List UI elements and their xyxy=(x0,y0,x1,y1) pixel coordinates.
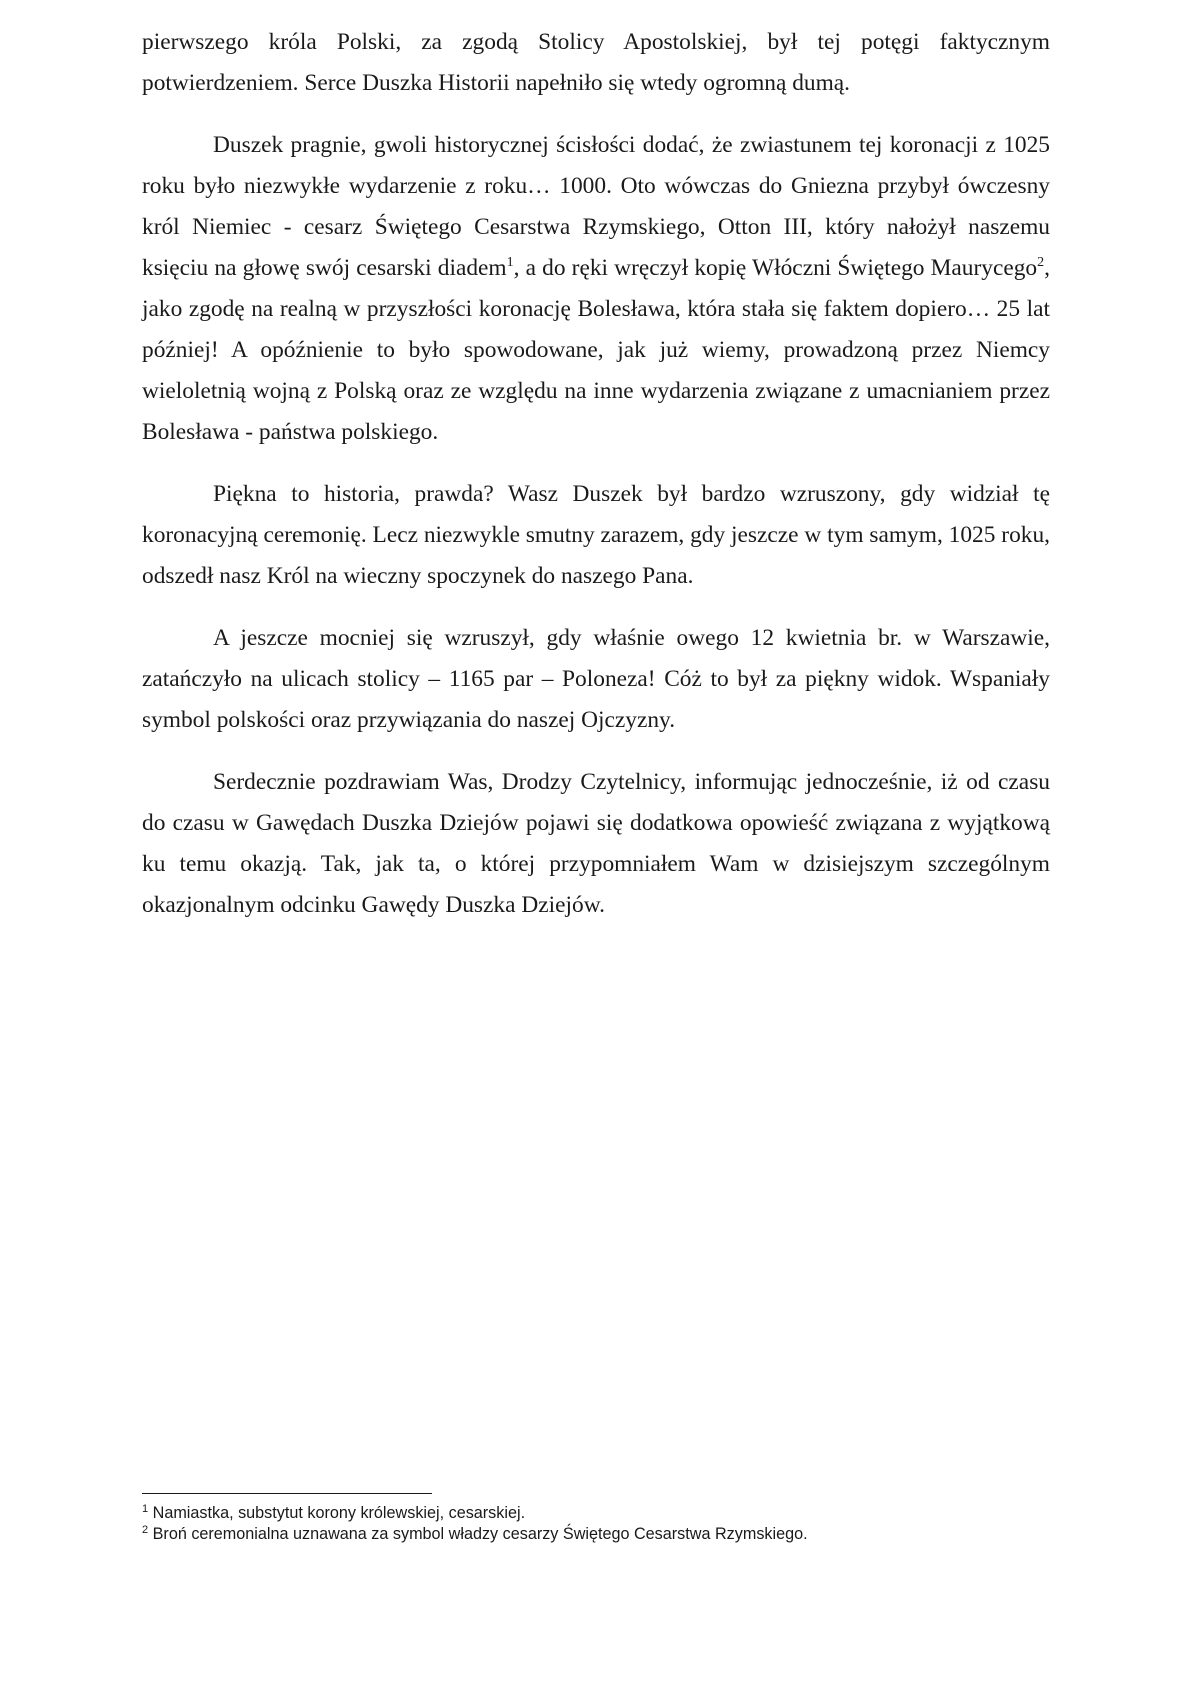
footnote-text: Namiastka, substytut korony królewskiej, cesarskiej. xyxy=(152,1504,526,1522)
paragraph xyxy=(142,618,1050,741)
paragraph xyxy=(142,22,1050,104)
paragraph-text: Duszek pragnie, gwoli historycznej ścisłości dodać, że zwiastunem tej koronacji z 1025 roku było niezwykłe wydarzenie z roku… 1000. Oto wówczas do Gniezna przybył ówczesny król Niemiec - cesarz Świętego Cesarstwa Rzymskiego, Otton III, który nałożył naszemu księciu na głowę swój cesarski diadem xyxy=(142,132,1050,281)
paragraph-text: Serdecznie pozdrawiam Was, Drodzy Czytelnicy, informując jednocześnie, iż od czasu do czasu w Gawędach Duszka Dziejów pojawi się dodatkowa opowieść związana z wyjątkową ku temu okazją. Tak, jak ta, o której przypomniałem Wam w dzisiejszym szczególnym okazjonalnym odcinku Gawędy Duszka Dziejów. xyxy=(142,769,1050,918)
paragraph xyxy=(142,474,1050,597)
paragraph-text: A jeszcze mocniej się wzruszył, gdy właśnie owego 12 kwietnia br. w Warszawie, zatańczyło na ulicach stolicy – 1165 par – Poloneza! Cóż to był za piękny widok. Wspaniały symbol polskości oraz przywiązania do naszej Ojczyzny. xyxy=(142,625,1050,733)
main-text xyxy=(142,22,1050,947)
footnote-text: Broń ceremonialna uznawana za symbol władzy cesarzy Świętego Cesarstwa Rzymskiego. xyxy=(152,1525,808,1543)
paragraph-text: pierwszego króla Polski, za zgodą Stolicy Apostolskiej, był tej potęgi faktycznym potwierdzeniem. Serce Duszka Historii napełniło się wtedy ogromną dumą. xyxy=(142,29,1050,96)
paragraph-text: Piękna to historia, prawda? Wasz Duszek był bardzo wzruszony, gdy widział tę koronacyjną ceremonię. Lecz niezwykle smutny zarazem, gdy jeszcze w tym samym, 1025 roku, odszedł nasz Król na wieczny spoczynek do naszego Pana. xyxy=(142,481,1050,589)
footnote-reference: 2 xyxy=(1037,255,1045,270)
footnotes xyxy=(142,1503,1050,1545)
paragraph xyxy=(142,125,1050,453)
paragraph-text: , a do ręki wręczył kopię Włóczni Świętego Maurycego xyxy=(513,255,1038,281)
footnote-number: 2 xyxy=(142,1524,149,1536)
footnote xyxy=(142,1503,1050,1524)
footnote xyxy=(142,1524,1050,1545)
paragraph-text: , jako zgodę na realną w przyszłości koronację Bolesława, która stała się faktem dopiero… 25 lat później! A opóźnienie to było spowodowane, jak już wiemy, prowadzoną przez Niemcy wieloletnią wojną z Polską oraz ze względu na inne wydarzenia związane z umacnianiem przez Bolesława - państwa polskiego. xyxy=(142,255,1050,445)
footnote-number: 1 xyxy=(142,1503,149,1515)
footnote-reference: 1 xyxy=(506,255,514,270)
paragraph xyxy=(142,762,1050,926)
footnote-separator xyxy=(142,1493,432,1494)
